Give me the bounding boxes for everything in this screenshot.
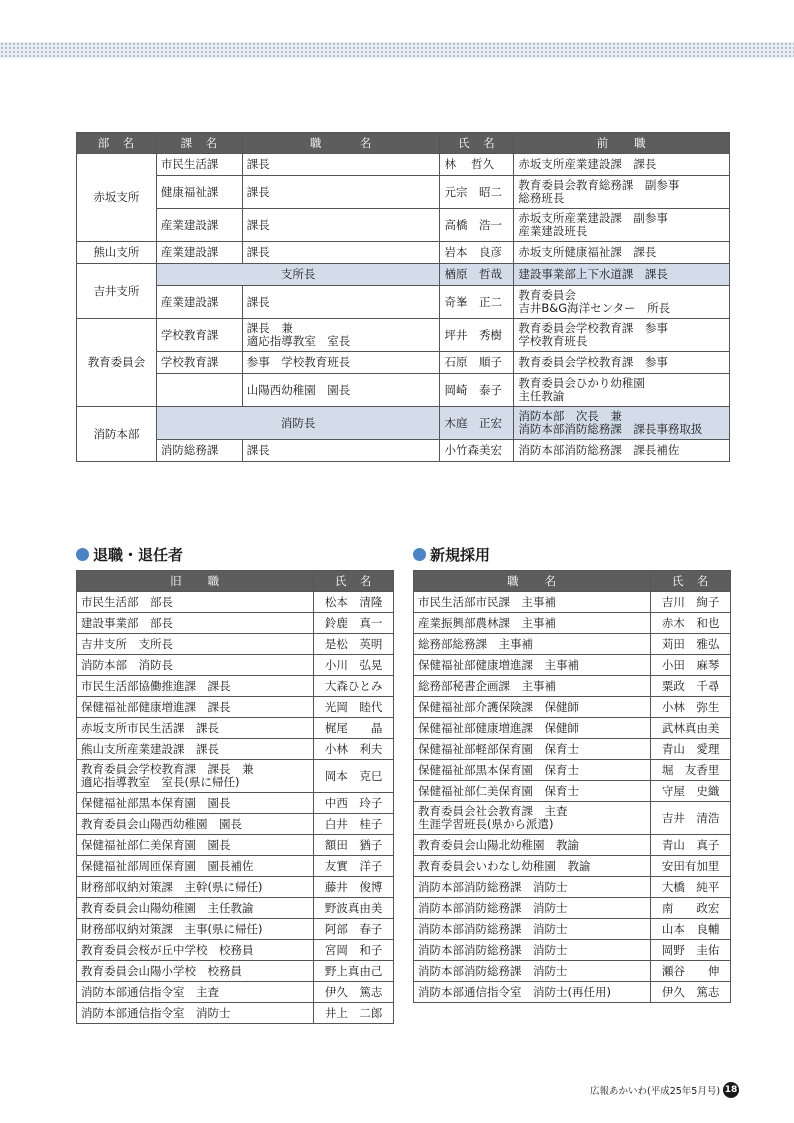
table-row [414, 919, 731, 940]
table-row [77, 407, 730, 440]
name-cell: 瀬谷 伸 [651, 961, 731, 982]
name-cell: 高橋 浩一 [440, 209, 514, 242]
position-cell: 課長 [242, 286, 440, 319]
table-row [414, 802, 731, 835]
table-row [414, 634, 731, 655]
position-cell: 保健福祉部健康増進課 保健師 [414, 718, 651, 739]
position-cell: 産業振興部農林課 主事補 [414, 613, 651, 634]
table-header-row [77, 133, 730, 154]
section-cell: 産業建設課 [156, 209, 242, 242]
position-cell: 総務部秘書企画課 主事補 [414, 676, 651, 697]
name-cell: 堀 友香里 [651, 760, 731, 781]
bullet-icon [76, 548, 89, 561]
name-cell: 白井 桂子 [314, 814, 394, 835]
previous-cell: 消防本部 次長 兼 消防本部消防総務課 課長事務取扱 [514, 407, 730, 440]
name-cell: 安田有加里 [651, 856, 731, 877]
retired-table [76, 570, 394, 1024]
name-cell: 伊久 篤志 [651, 982, 731, 1003]
previous-cell: 教育委員会 吉井B&G海洋センター 所長 [514, 286, 730, 319]
name-cell: 青山 真子 [651, 835, 731, 856]
transfers-table [76, 132, 730, 462]
position-cell: 財務部収納対策課 主事(県に帰任) [77, 919, 314, 940]
publication-name: 広報あかいわ(平成25年5月号) [590, 1086, 721, 1097]
position-cell: 保健福祉部仁美保育園 保育士 [414, 781, 651, 802]
table-row [77, 634, 394, 655]
position-cell: 建設事業部 部長 [77, 613, 314, 634]
previous-cell: 赤坂支所産業建設課 課長 [514, 154, 730, 176]
table-row [77, 352, 730, 374]
table-row [414, 760, 731, 781]
table-row [77, 856, 394, 877]
name-cell: 松本 清隆 [314, 592, 394, 613]
retired-title-text: 退職・退任者 [93, 546, 184, 564]
position-cell: 総務部総務課 主事補 [414, 634, 651, 655]
position-cell: 消防本部消防総務課 消防士 [414, 961, 651, 982]
table-row [414, 940, 731, 961]
table-row [414, 898, 731, 919]
position-cell: 消防本部消防総務課 消防士 [414, 898, 651, 919]
name-cell: 小川 弘晃 [314, 655, 394, 676]
table-row [77, 940, 394, 961]
position-cell: 山陽西幼稚園 園長 [242, 374, 440, 407]
table-row [77, 1003, 394, 1024]
table-row [77, 676, 394, 697]
position-cell: 消防本部消防総務課 消防士 [414, 940, 651, 961]
position-cell: 消防本部消防総務課 消防士 [414, 919, 651, 940]
name-cell: 岡本 克巳 [314, 760, 394, 793]
table-row [77, 814, 394, 835]
position-cell: 市民生活部 部長 [77, 592, 314, 613]
name-cell: 小竹森美宏 [440, 440, 514, 462]
name-cell: 坪井 秀樹 [440, 319, 514, 352]
name-cell: 井上 二郎 [314, 1003, 394, 1024]
name-cell: 楢原 哲哉 [440, 264, 514, 286]
name-cell: 石原 順子 [440, 352, 514, 374]
table-row [77, 286, 730, 319]
table-row [414, 718, 731, 739]
dept-cell: 赤坂支所 [77, 154, 157, 242]
bullet-icon [413, 548, 426, 561]
name-cell: 奇峯 正二 [440, 286, 514, 319]
position-cell: 吉井支所 支所長 [77, 634, 314, 655]
header-name: 氏 名 [440, 133, 514, 154]
position-cell: 教育委員会山陽小学校 校務員 [77, 961, 314, 982]
position-cell: 消防本部通信指令室 消防士(再任用) [414, 982, 651, 1003]
table-row [77, 760, 394, 793]
dept-cell: 消防本部 [77, 407, 157, 462]
newhires-title-text: 新規採用 [430, 546, 491, 564]
table-row [77, 655, 394, 676]
name-cell: 大森ひとみ [314, 676, 394, 697]
position-cell: 参事 学校教育班長 [242, 352, 440, 374]
header-name: 氏 名 [314, 571, 394, 592]
position-cell: 課長 [242, 242, 440, 264]
previous-cell: 教育委員会学校教育課 参事 [514, 352, 730, 374]
position-cell: 課長 [242, 440, 440, 462]
name-cell: 大橋 純平 [651, 877, 731, 898]
name-cell: 吉井 清浩 [651, 802, 731, 835]
position-cell: 消防本部消防総務課 消防士 [414, 877, 651, 898]
name-cell: 宮岡 和子 [314, 940, 394, 961]
table-row [77, 242, 730, 264]
position-cell: 教育委員会社会教育課 主査 生涯学習班長(県から派遣) [414, 802, 651, 835]
position-cell: 課長 兼 適応指導教室 室長 [242, 319, 440, 352]
name-cell: 岡崎 泰子 [440, 374, 514, 407]
position-cell: 保健福祉部軽部保育園 保育士 [414, 739, 651, 760]
name-cell: 粟政 千尋 [651, 676, 731, 697]
name-cell: 南 政宏 [651, 898, 731, 919]
position-cell: 課長 [242, 154, 440, 176]
previous-cell: 教育委員会ひかり幼稚園 主任教諭 [514, 374, 730, 407]
table-row [414, 835, 731, 856]
table-row [414, 877, 731, 898]
page-footer [590, 1082, 739, 1098]
name-cell: 武林真由美 [651, 718, 731, 739]
position-cell: 保健福祉部介護保険課 保健師 [414, 697, 651, 718]
header-section: 課 名 [156, 133, 242, 154]
name-cell: 元宗 昭二 [440, 176, 514, 209]
name-cell: 是松 英明 [314, 634, 394, 655]
position-cell: 教育委員会桜が丘中学校 校務員 [77, 940, 314, 961]
table-row [414, 697, 731, 718]
table-row [77, 961, 394, 982]
page-number: 18 [723, 1082, 739, 1098]
previous-cell: 教育委員会学校教育課 参事 学校教育班長 [514, 319, 730, 352]
header-position: 旧 職 [77, 571, 314, 592]
position-cell: 消防本部通信指令室 消防士 [77, 1003, 314, 1024]
table-row [77, 877, 394, 898]
newhires-section-title [413, 544, 490, 565]
position-cell: 消防本部通信指令室 主査 [77, 982, 314, 1003]
table-row [77, 919, 394, 940]
header-previous: 前 職 [514, 133, 730, 154]
name-cell: 吉川 絢子 [651, 592, 731, 613]
position-cell: 教育委員会山陽幼稚園 主任教諭 [77, 898, 314, 919]
table-row [414, 613, 731, 634]
table-row [414, 592, 731, 613]
dept-cell: 吉井支所 [77, 264, 157, 319]
position-cell: 財務部収納対策課 主幹(県に帰任) [77, 877, 314, 898]
position-cell: 課長 [242, 176, 440, 209]
name-cell: 青山 愛理 [651, 739, 731, 760]
top-decorative-band [0, 42, 794, 58]
name-cell: 守屋 史織 [651, 781, 731, 802]
name-cell: 藤井 俊博 [314, 877, 394, 898]
table-row [414, 781, 731, 802]
name-cell: 野波真由美 [314, 898, 394, 919]
table-row [77, 739, 394, 760]
section-cell: 健康福祉課 [156, 176, 242, 209]
position-cell: 保健福祉部仁美保育園 園長 [77, 835, 314, 856]
position-cell: 赤坂支所市民生活課 課長 [77, 718, 314, 739]
table-row [77, 898, 394, 919]
name-cell: 光岡 睦代 [314, 697, 394, 718]
table-row [414, 856, 731, 877]
dept-cell: 教育委員会 [77, 319, 157, 407]
section-cell: 消防総務課 [156, 440, 242, 462]
name-cell: 赤木 和也 [651, 613, 731, 634]
name-cell: 中西 玲子 [314, 793, 394, 814]
name-cell: 小林 利夫 [314, 739, 394, 760]
name-cell: 小田 麻琴 [651, 655, 731, 676]
previous-cell: 消防本部消防総務課 課長補佐 [514, 440, 730, 462]
table-row [414, 982, 731, 1003]
position-cell: 保健福祉部健康増進課 課長 [77, 697, 314, 718]
previous-cell: 赤坂支所産業建設課 副参事 産業建設班長 [514, 209, 730, 242]
previous-cell: 教育委員会教育総務課 副参事 総務班長 [514, 176, 730, 209]
name-cell: 阿部 春子 [314, 919, 394, 940]
position-cell: 教育委員会山陽北幼稚園 教諭 [414, 835, 651, 856]
name-cell: 友實 洋子 [314, 856, 394, 877]
table-row [77, 264, 730, 286]
table-row [77, 154, 730, 176]
name-cell: 鈴鹿 真一 [314, 613, 394, 634]
table-row [414, 739, 731, 760]
section-cell: 学校教育課 [156, 352, 242, 374]
name-cell: 木庭 正宏 [440, 407, 514, 440]
table-row [77, 613, 394, 634]
dept-cell: 熊山支所 [77, 242, 157, 264]
table-row [77, 440, 730, 462]
table-row [77, 374, 730, 407]
name-cell: 梶尾 晶 [314, 718, 394, 739]
header-name: 氏 名 [651, 571, 731, 592]
name-cell: 野上真由己 [314, 961, 394, 982]
position-cell: 消防長 [156, 407, 440, 440]
name-cell: 額田 猶子 [314, 835, 394, 856]
table-row [77, 718, 394, 739]
position-cell: 課長 [242, 209, 440, 242]
table-row [77, 697, 394, 718]
table-header-row [414, 571, 731, 592]
table-row [77, 176, 730, 209]
table-row [77, 982, 394, 1003]
previous-cell: 赤坂支所健康福祉課 課長 [514, 242, 730, 264]
section-cell: 市民生活課 [156, 154, 242, 176]
position-cell: 教育委員会学校教育課 課長 兼 適応指導教室 室長(県に帰任) [77, 760, 314, 793]
name-cell: 苅田 雅弘 [651, 634, 731, 655]
table-row [414, 676, 731, 697]
name-cell: 岩本 良彦 [440, 242, 514, 264]
name-cell: 小林 弥生 [651, 697, 731, 718]
previous-cell: 建設事業部上下水道課 課長 [514, 264, 730, 286]
position-cell: 市民生活部市民課 主事補 [414, 592, 651, 613]
name-cell: 伊久 篤志 [314, 982, 394, 1003]
table-row [77, 793, 394, 814]
table-row [414, 961, 731, 982]
position-cell: 消防本部 消防長 [77, 655, 314, 676]
header-position: 職 名 [414, 571, 651, 592]
header-position: 職 名 [242, 133, 440, 154]
position-cell: 教育委員会いわなし幼稚園 教諭 [414, 856, 651, 877]
name-cell: 山本 良輔 [651, 919, 731, 940]
table-row [77, 592, 394, 613]
retired-section-title [76, 544, 183, 565]
table-row [77, 319, 730, 352]
position-cell: 保健福祉部健康増進課 主事補 [414, 655, 651, 676]
table-row [414, 655, 731, 676]
position-cell: 保健福祉部周匝保育園 園長補佐 [77, 856, 314, 877]
section-cell [156, 374, 242, 407]
section-cell: 産業建設課 [156, 286, 242, 319]
section-cell: 学校教育課 [156, 319, 242, 352]
position-cell: 熊山支所産業建設課 課長 [77, 739, 314, 760]
position-cell: 市民生活部協働推進課 課長 [77, 676, 314, 697]
table-row [77, 835, 394, 856]
name-cell: 岡野 圭佑 [651, 940, 731, 961]
table-row [77, 209, 730, 242]
position-cell: 保健福祉部黒本保育園 園長 [77, 793, 314, 814]
name-cell: 林 哲久 [440, 154, 514, 176]
position-cell: 保健福祉部黒本保育園 保育士 [414, 760, 651, 781]
newhires-table [413, 570, 731, 1003]
header-dept: 部 名 [77, 133, 157, 154]
position-cell: 教育委員会山陽西幼稚園 園長 [77, 814, 314, 835]
table-header-row [77, 571, 394, 592]
position-cell: 支所長 [156, 264, 440, 286]
section-cell: 産業建設課 [156, 242, 242, 264]
